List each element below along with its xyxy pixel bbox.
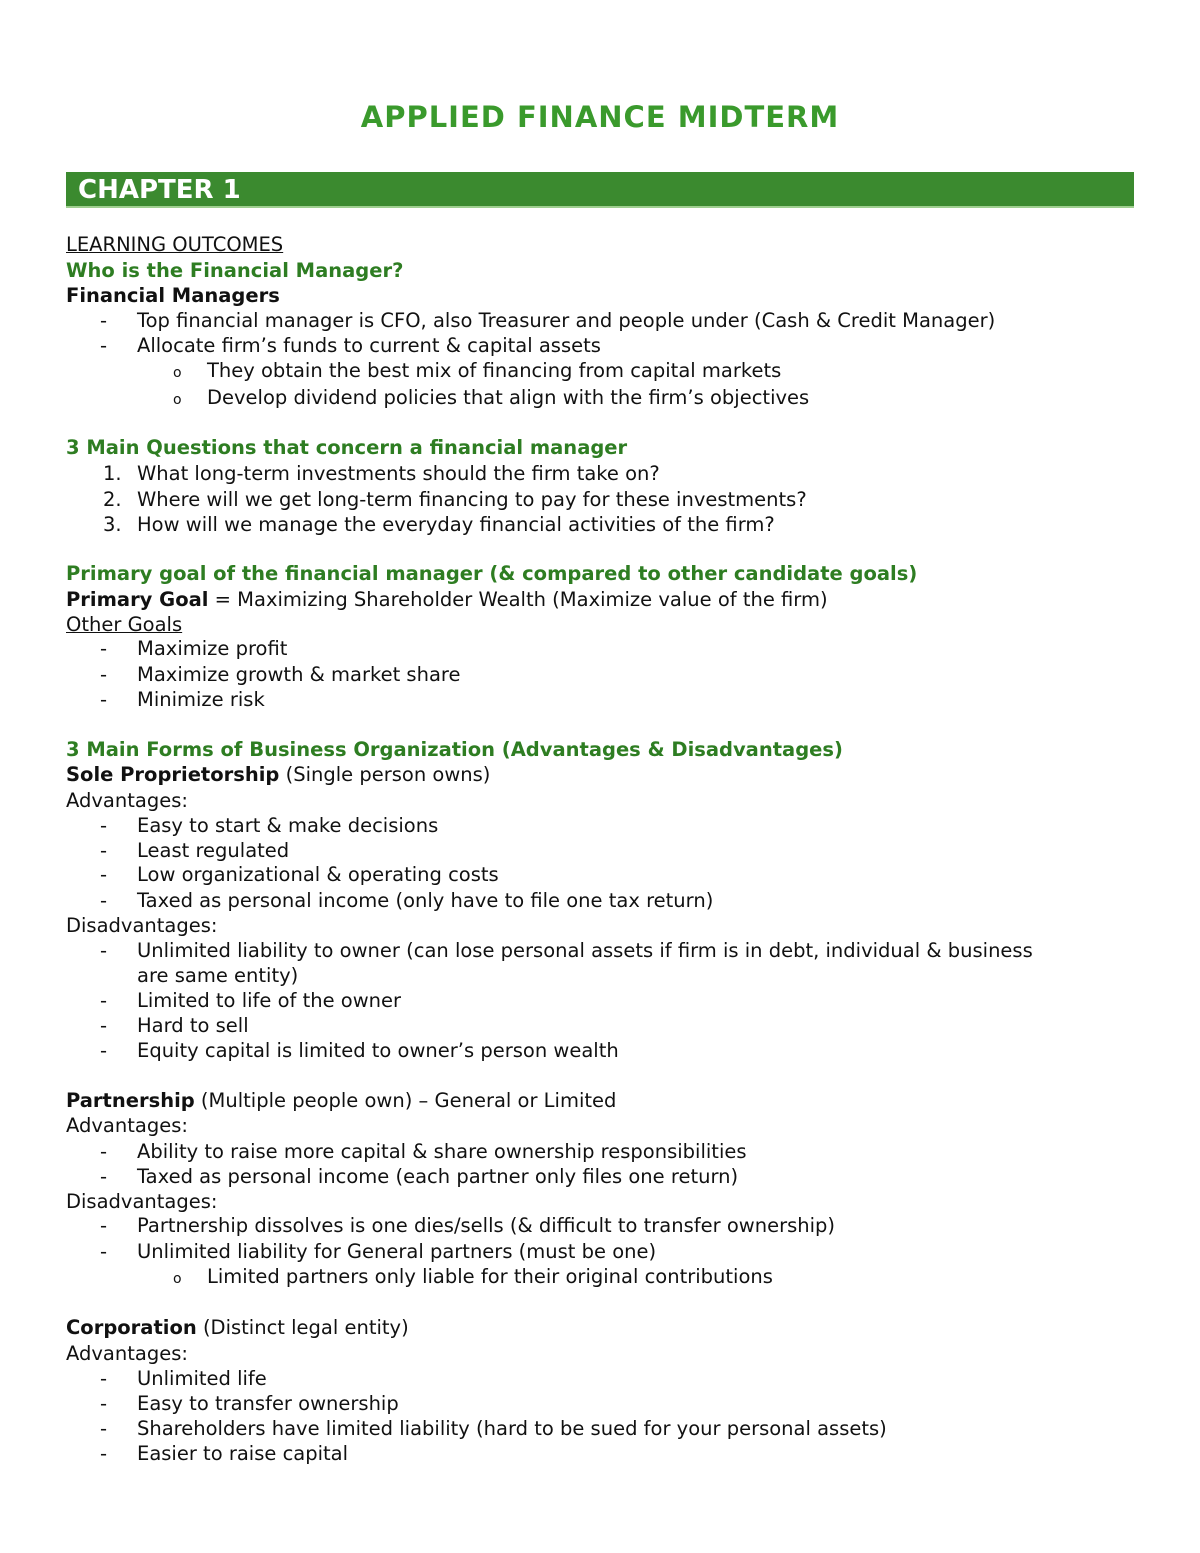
list-item: Easy to transfer ownership — [137, 1392, 399, 1415]
bullet-dash: - — [100, 1417, 108, 1440]
bullet-dash: - — [100, 1140, 108, 1163]
bullet-dash: - — [100, 1392, 108, 1415]
list-item: Maximize growth & market share — [137, 663, 461, 686]
bullet-dash: - — [100, 1014, 108, 1037]
numbered-item: How will we manage the everyday financial activities of the firm? — [137, 513, 775, 536]
list-item: Easy to start & make decisions — [137, 814, 439, 837]
advantages-label: Advantages: — [66, 1114, 188, 1137]
sole-proprietorship-desc: (Single person owns) — [279, 763, 491, 786]
bullet-dash: - — [100, 863, 108, 886]
list-item: Maximize profit — [137, 637, 288, 660]
list-item: Minimize risk — [137, 688, 265, 711]
advantages-label: Advantages: — [66, 789, 188, 812]
list-item: Taxed as personal income (only have to file one tax return) — [137, 889, 714, 912]
bullet-dash: - — [100, 989, 108, 1012]
corporation-line — [66, 1315, 409, 1341]
financial-managers-label: Financial Managers — [66, 284, 280, 307]
chapter-heading: CHAPTER 1 — [78, 175, 241, 205]
other-goals-label: Other Goals — [66, 613, 183, 636]
primary-goal-text: = Maximizing Shareholder Wealth (Maximize value of the firm) — [208, 588, 828, 611]
list-item: Unlimited life — [137, 1367, 267, 1390]
sub-list-item: Develop dividend policies that align with the firm’s objectives — [207, 386, 810, 409]
bullet-circle: o — [173, 392, 182, 408]
corporation-label: Corporation — [66, 1316, 197, 1339]
list-item: Low organizational & operating costs — [137, 863, 499, 886]
sole-proprietorship-label: Sole Proprietorship — [66, 763, 280, 786]
learning-outcomes-heading: LEARNING OUTCOMES — [66, 233, 284, 256]
bullet-dash: - — [100, 637, 108, 660]
bullet-circle: o — [173, 365, 182, 381]
corporation-desc: (Distinct legal entity) — [196, 1316, 409, 1339]
disadvantages-label: Disadvantages: — [66, 914, 218, 937]
list-item: Least regulated — [137, 839, 290, 862]
bullet-dash: - — [100, 889, 108, 912]
bullet-dash: - — [100, 1039, 108, 1062]
list-item: Equity capital is limited to owner’s person wealth — [137, 1039, 619, 1062]
disadvantages-label: Disadvantages: — [66, 1190, 218, 1213]
bullet-dash: - — [100, 1442, 108, 1465]
sub-list-item: They obtain the best mix of financing from capital markets — [207, 359, 782, 382]
list-item: Hard to sell — [137, 1014, 249, 1037]
advantages-label: Advantages: — [66, 1342, 188, 1365]
list-number: 1. — [103, 462, 122, 485]
bullet-dash: - — [100, 334, 108, 357]
list-item: Ability to raise more capital & share ownership responsibilities — [137, 1140, 747, 1163]
section-heading-primary-goal: Primary goal of the financial manager (& compared to other candidate goals) — [66, 562, 918, 585]
sub-list-item: Limited partners only liable for their original contributions — [207, 1265, 773, 1288]
bullet-dash: - — [100, 839, 108, 862]
chapter-bar — [66, 172, 1134, 208]
document-title: APPLIED FINANCE MIDTERM — [360, 100, 840, 134]
list-item: Unlimited liability for General partners (must be one) — [137, 1240, 657, 1263]
sole-proprietorship-line — [66, 762, 490, 788]
list-number: 3. — [103, 513, 122, 536]
primary-goal-line — [66, 587, 828, 613]
bullet-dash: - — [100, 939, 108, 962]
section-heading-financial-manager: Who is the Financial Manager? — [66, 259, 404, 282]
list-item-continuation: are same entity) — [137, 964, 299, 987]
list-item: Top financial manager is CFO, also Treasurer and people under (Cash & Credit Manager) — [137, 309, 996, 332]
list-item: Allocate firm’s funds to current & capital assets — [137, 334, 601, 357]
bullet-dash: - — [100, 688, 108, 711]
numbered-item: Where will we get long-term financing to pay for these investments? — [137, 488, 807, 511]
bullet-dash: - — [100, 1214, 108, 1237]
numbered-item: What long-term investments should the firm take on? — [137, 462, 660, 485]
partnership-line — [66, 1088, 616, 1114]
bullet-circle: o — [173, 1271, 182, 1287]
bullet-dash: - — [100, 1367, 108, 1390]
partnership-desc: (Multiple people own) – General or Limited — [194, 1089, 617, 1112]
section-heading-main-questions: 3 Main Questions that concern a financial manager — [66, 436, 628, 459]
bullet-dash: - — [100, 1165, 108, 1188]
bullet-dash: - — [100, 663, 108, 686]
list-item: Limited to life of the owner — [137, 989, 402, 1012]
list-item: Partnership dissolves is one dies/sells (& difficult to transfer ownership) — [137, 1214, 836, 1237]
list-item: Unlimited liability to owner (can lose personal assets if firm is in debt, individual & business — [137, 939, 1033, 962]
bullet-dash: - — [100, 309, 108, 332]
bullet-dash: - — [100, 1240, 108, 1263]
list-item: Taxed as personal income (each partner only files one return) — [137, 1165, 739, 1188]
bullet-dash: - — [100, 814, 108, 837]
list-item: Shareholders have limited liability (hard to be sued for your personal assets) — [137, 1417, 887, 1440]
list-number: 2. — [103, 488, 122, 511]
primary-goal-label: Primary Goal — [66, 588, 209, 611]
partnership-label: Partnership — [66, 1089, 195, 1112]
list-item: Easier to raise capital — [137, 1442, 349, 1465]
section-heading-business-forms: 3 Main Forms of Business Organization (Advantages & Disadvantages) — [66, 738, 843, 761]
